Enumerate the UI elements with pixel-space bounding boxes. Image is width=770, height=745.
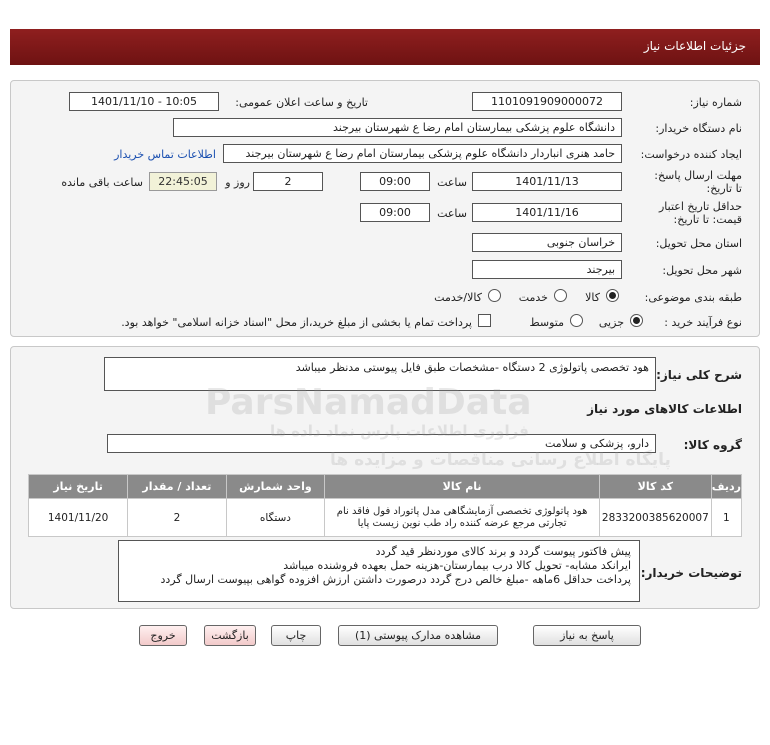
announce-label: تاریخ و ساعت اعلان عمومی:: [235, 96, 368, 109]
col-header-code: کد کالا: [599, 475, 711, 499]
category-goods-service-radio[interactable]: [488, 289, 501, 302]
cell-quantity: 2: [128, 499, 226, 537]
col-header-row: ردیف: [711, 475, 741, 499]
reply-deadline-label: مهلت ارسال پاسخ: تا تاریخ:: [654, 169, 742, 195]
buyer-note-line: ایرانکد مشابه- تحویل کالا درب بیمارستان-هزینه حمل بعهده فروشنده میباشد: [283, 559, 631, 572]
col-header-name: نام کالا: [325, 475, 600, 499]
requester-label: ایجاد کننده درخواست:: [640, 148, 742, 161]
exit-button[interactable]: خروج: [139, 625, 187, 646]
province-field: خراسان جنوبی: [472, 233, 622, 252]
print-button[interactable]: چاپ: [271, 625, 321, 646]
category-goods-label: کالا: [585, 291, 600, 304]
need-number-field: 1101091909000072: [472, 92, 622, 111]
validity-time-field: 09:00: [360, 203, 430, 222]
table-row: [29, 499, 742, 537]
requester-field: حامد هنری انباردار دانشگاه علوم پزشکی بیمارستان امام رضا ع شهرستان بیرجند: [223, 144, 622, 163]
announce-field: 1401/11/10 - 10:05: [69, 92, 219, 111]
cell-need-date: 1401/11/20: [29, 499, 128, 537]
back-button[interactable]: بازگشت: [204, 625, 256, 646]
buyer-notes-label: توضیحات خریدار:: [640, 566, 742, 580]
reply-button[interactable]: پاسخ به نیاز: [533, 625, 641, 646]
goods-group-label: گروه کالا:: [683, 438, 742, 452]
need-number-label: شماره نیاز:: [689, 96, 742, 109]
goods-info-title: اطلاعات کالاهای مورد نیاز: [587, 402, 742, 416]
purchase-medium-radio[interactable]: [570, 314, 583, 327]
validity-time-label: ساعت: [437, 207, 467, 220]
buyer-notes-box: [118, 540, 640, 602]
days-field: 2: [253, 172, 323, 191]
reply-time-label: ساعت: [437, 176, 467, 189]
goods-table: [28, 474, 742, 537]
cell-item-code: 2833200385620007: [599, 499, 711, 537]
days-label: روز و: [225, 176, 250, 189]
category-goods-service-label: کالا/خدمت: [434, 291, 482, 304]
remaining-label: ساعت باقی مانده: [61, 176, 143, 189]
watermark-line1: پایگاه اطلاع رسانی مناقصات و مزایده ها: [330, 450, 671, 470]
treasury-checkbox[interactable]: [478, 314, 491, 327]
page-header: [10, 29, 760, 65]
buyer-note-line: پیش فاکتور پیوست گردد و برند کالای موردنظر قید گردد: [375, 545, 631, 558]
validity-label: حداقل تاریخ اعتبار قیمت: تا تاریخ:: [658, 200, 742, 226]
reply-time-field: 09:00: [360, 172, 430, 191]
col-header-date: تاریخ نیاز: [29, 475, 128, 499]
col-header-quantity: تعداد / مقدار: [128, 475, 226, 499]
page-title: جزئیات اطلاعات نیاز: [643, 39, 746, 53]
province-label: استان محل تحویل:: [655, 237, 742, 250]
col-header-unit: واحد شمارش: [226, 475, 325, 499]
buyer-org-field: دانشگاه علوم پزشکی بیمارستان امام رضا ع شهرستان بیرجند: [173, 118, 622, 137]
remaining-time-field: 22:45:05: [149, 172, 217, 191]
purchase-minor-label: جزیی: [598, 316, 624, 329]
buyer-contact-link[interactable]: اطلاعات تماس خریدار: [114, 148, 216, 161]
watermark-brand: ParsNamadData: [205, 382, 532, 423]
summary-label: شرح کلی نیاز:: [656, 368, 742, 382]
category-goods-radio[interactable]: [606, 289, 619, 302]
treasury-note: پرداخت تمام یا بخشی از مبلغ خرید،از محل "اسناد خزانه اسلامی" خواهد بود.: [121, 316, 472, 329]
buyer-note-line: پرداخت حداقل 6ماهه -مبلغ خالص درج گردد درصورت داشتن ارزش افزوده گواهی بپیوست ارسال گردد: [160, 573, 631, 586]
city-field: بیرجند: [472, 260, 622, 279]
category-service-label: خدمت: [518, 291, 548, 304]
purchase-medium-label: متوسط: [529, 316, 564, 329]
purchase-type-label: نوع فرآیند خرید :: [664, 316, 742, 329]
cell-unit: دستگاه: [226, 499, 325, 537]
reply-date-field: 1401/11/13: [472, 172, 622, 191]
cell-row-number: 1: [711, 499, 741, 537]
purchase-minor-radio[interactable]: [630, 314, 643, 327]
watermark-line2: فراوری اطلاعات پارس نماد داده ها: [270, 422, 529, 440]
validity-date-field: 1401/11/16: [472, 203, 622, 222]
goods-group-field: دارو، پزشکی و سلامت: [107, 434, 656, 453]
cell-item-name: هود پاتولوژی تخصصی آزمایشگاهی مدل پاتوراد فول فاقد نام تجارتی مرجع عرضه کننده راد طب نوین زیست پایا: [325, 499, 600, 537]
attachments-button[interactable]: مشاهده مدارک پیوستی (1): [338, 625, 498, 646]
category-label: طبقه بندی موضوعی:: [644, 291, 742, 304]
city-label: شهر محل تحویل:: [662, 264, 742, 277]
buyer-org-label: نام دستگاه خریدار:: [655, 122, 742, 135]
summary-field: هود تخصصی پاتولوژی 2 دستگاه -مشخصات طبق فایل پیوستی مدنظر میباشد: [104, 357, 656, 391]
category-service-radio[interactable]: [554, 289, 567, 302]
